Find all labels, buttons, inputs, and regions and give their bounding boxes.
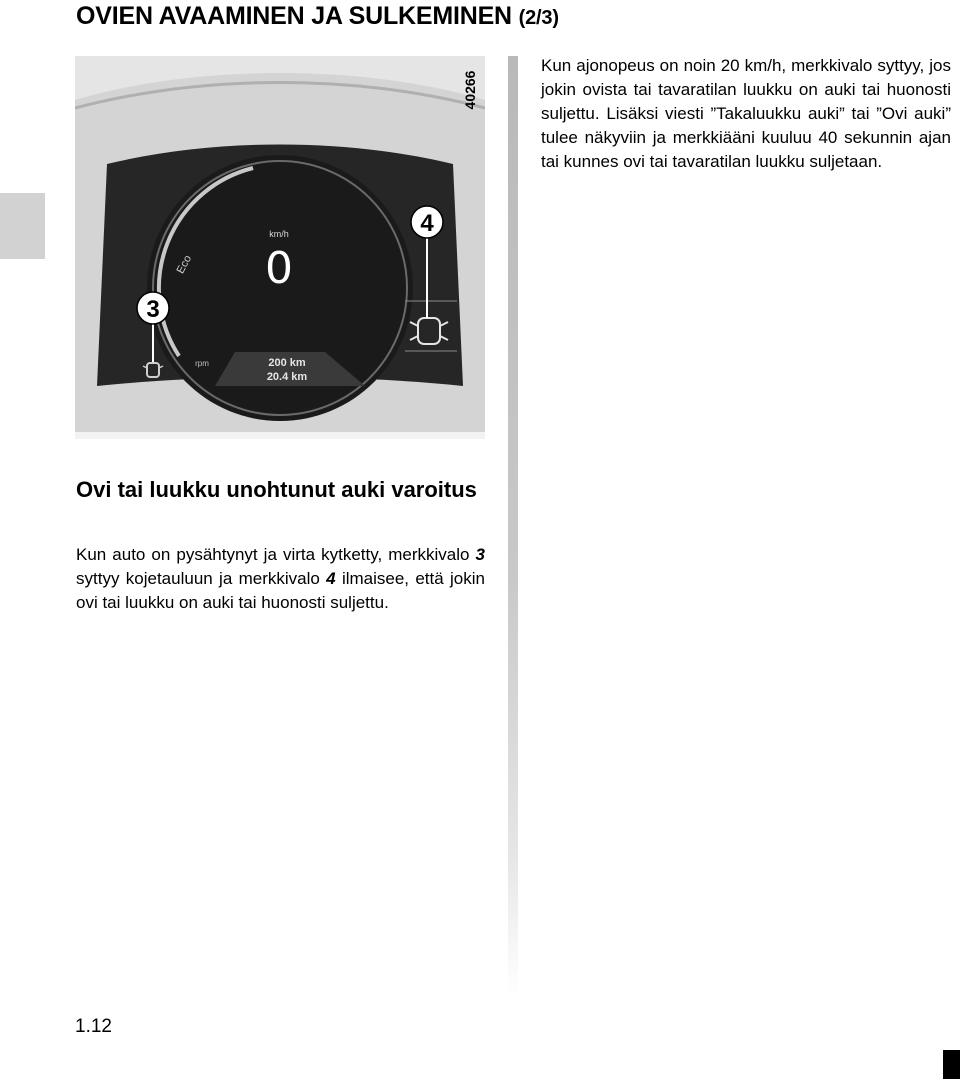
instrument-cluster-figure [75, 56, 485, 439]
figure-reference-number: 40266 [462, 70, 478, 110]
speed-value: 0 [265, 243, 293, 294]
trip-readout: 20.4 km [266, 371, 308, 383]
page-number: 1.12 [75, 1016, 112, 1037]
page-title [76, 2, 559, 31]
page-edge-marker [943, 1050, 960, 1079]
door-warning-driving-paragraph: Kun ajonopeus on noin 20 km/h, merkkivalo syttyy, jos jokin ovista tai tavaratilan luukku on auki tai huonosti suljettu. Lisäksi viesti ”Takaluukku auki” tai ”Ovi auki” tulee näkyviin ja merkkiääni kuuluu 40 sekunnin ajan tai kunnes ovi tai tavaratilan luukku suljetaan. [541, 56, 951, 171]
callout-4-label: 4 [420, 210, 434, 237]
callout-3-label: 3 [146, 296, 160, 323]
reference-3: 3 [475, 545, 485, 564]
reference-4: 4 [326, 569, 336, 588]
section-tab-marker [0, 193, 45, 259]
section-heading: Ovi tai luukku unohtunut auki varoitus [76, 477, 477, 502]
door-open-warning-paragraph [76, 543, 485, 615]
page-part-indicator: (2/3) [518, 7, 559, 29]
eco-label: Eco [174, 253, 195, 276]
speed-unit: km/h [269, 229, 289, 239]
rpm-label: rpm [195, 359, 209, 368]
page-title-text: OVIEN AVAAMINEN JA SULKEMINEN [76, 2, 512, 30]
paragraph-text-part: Kun auto on pysähtynyt ja virta kytketty, merkkivalo [76, 545, 476, 564]
instrument-cluster-illustration [75, 56, 485, 439]
paragraph-text-part: syttyy kojetauluun ja merkkivalo [76, 569, 327, 588]
range-readout: 200 km [268, 357, 306, 369]
paragraph-text-part: ilmaisee, että jokin ovi tai luukku on auki tai huonosti suljettu. [76, 569, 485, 612]
column-divider [508, 56, 518, 996]
